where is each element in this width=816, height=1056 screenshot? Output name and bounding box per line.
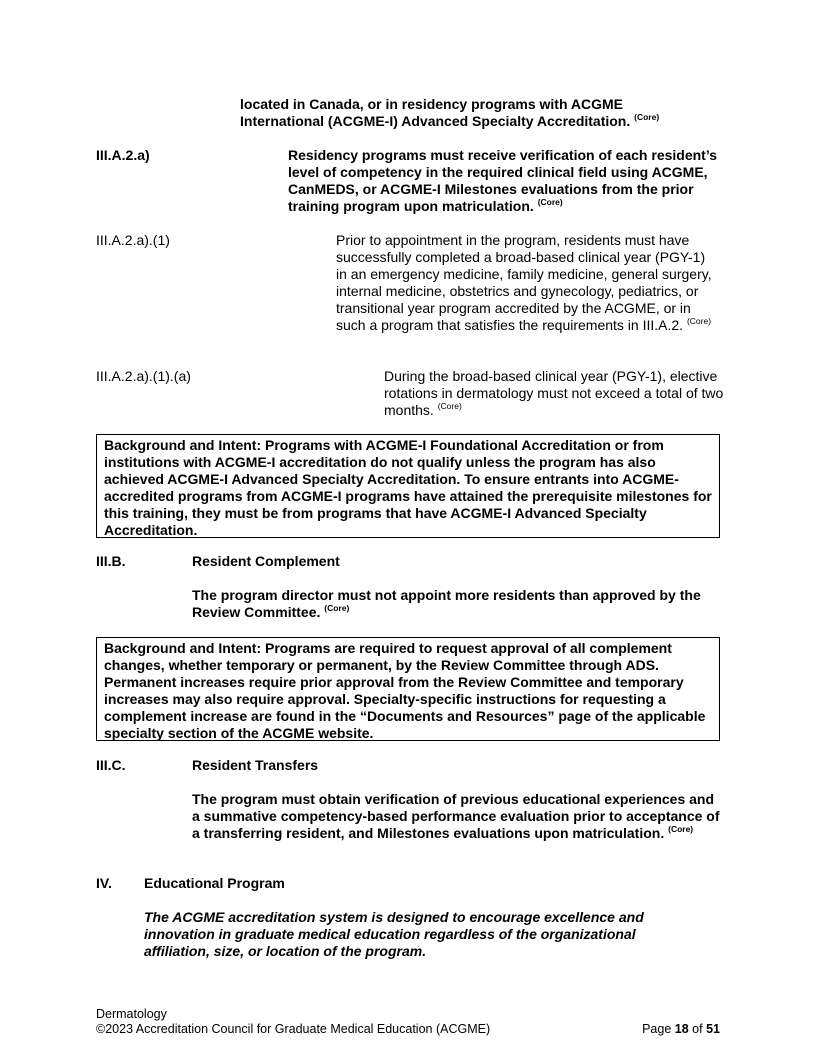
requirement-text: The program must obtain verification of previous educational experiences and a summative competency-based performance evaluation prior to acceptance of a transferring resident, and Milestones evaluations upon matriculation. (192, 791, 720, 841)
page-total: 51 (706, 1022, 720, 1036)
intent-text: Background and Intent: Programs are required to request approval of all complement changes, whether temporary or permanent, by the Review Committee through ADS. Permanent increases require prior approval from the Review Committee and temporary increases may also require approval. Specialty-specific instructions for requesting a complement increase are found in the “Documents and Resources” page of the applicable specialty section of the ACGME website. (104, 640, 706, 741)
footer-copyright: ©2023 Accreditation Council for Graduate Medical Education (ACGME) (96, 1022, 491, 1036)
of-word: of (692, 1022, 703, 1036)
footer-page-number (642, 1022, 720, 1037)
core-tag: (Core) (634, 112, 660, 122)
req-number: III.A.2.a).(1).(a) (96, 368, 191, 384)
page-current: 18 (674, 1022, 689, 1036)
continuation-text: located in Canada, or in residency programs with ACGME International (ACGME-I) Advanced Specialty Accreditation. (240, 96, 631, 129)
core-tag: (Core) (537, 197, 563, 207)
requirement-text: The program director must not appoint more residents than approved by the Review Committee. (192, 587, 701, 620)
requirement-paragraph (192, 791, 722, 842)
requirement-text: Prior to appointment in the program, residents must have successfully completed a broad-based clinical year (PGY-1) in an emergency medicine, family medicine, general surgery, internal medicine, obstetrics and gynecology, pediatrics, or transitional year program accredited by the ACGME, or in such a program that satisfies the requirements in III.A.2. (336, 232, 712, 333)
section-heading: Resident Transfers (192, 757, 319, 773)
section-number: IV. (96, 875, 112, 891)
footer-specialty: Dermatology (96, 1007, 167, 1021)
requirement-text: Residency programs must receive verification of each resident’s level of competency in the required clinical field using ACGME, CanMEDS, or ACGME-I Milestones evaluations from the prior training program upon matriculation. (288, 147, 717, 214)
core-tag: (Core) (437, 401, 462, 411)
continuation-paragraph (240, 96, 700, 130)
requirement-paragraph (336, 232, 716, 334)
section-number: III.B. (96, 553, 126, 569)
intro-paragraph (144, 909, 684, 960)
core-tag: (Core) (668, 824, 694, 834)
requirement-paragraph (192, 587, 712, 621)
background-intent-box (96, 434, 720, 538)
requirement-paragraph (384, 368, 724, 419)
intent-text: Background and Intent: Programs with ACGME-I Foundational Accreditation or from institutions with ACGME-I accreditation do not qualify unless the program has also achieved ACGME-I Advanced Specialty Accreditation. To ensure entrants into ACGME-accredited programs from ACGME-I programs have attained the prerequisite milestones for this training, they must be from programs that have ACGME-I Advanced Specialty Accreditation. (104, 437, 712, 538)
req-number: III.A.2.a).(1) (96, 232, 170, 248)
section-heading: Educational Program (144, 875, 285, 891)
page-word: Page (642, 1022, 672, 1036)
requirement-text: During the broad-based clinical year (PGY-1), elective rotations in dermatology must not exceed a total of two months. (384, 368, 724, 418)
core-tag: (Core) (324, 603, 350, 613)
section-heading: Resident Complement (192, 553, 340, 569)
background-intent-box (96, 637, 720, 741)
requirement-paragraph (288, 147, 724, 215)
section-number: III.C. (96, 757, 126, 773)
req-number: III.A.2.a) (96, 147, 150, 163)
intro-text: The ACGME accreditation system is designed to encourage excellence and innovation in graduate medical education regardless of the organizational affiliation, size, or location of the program. (144, 909, 644, 959)
core-tag: (Core) (686, 316, 712, 326)
